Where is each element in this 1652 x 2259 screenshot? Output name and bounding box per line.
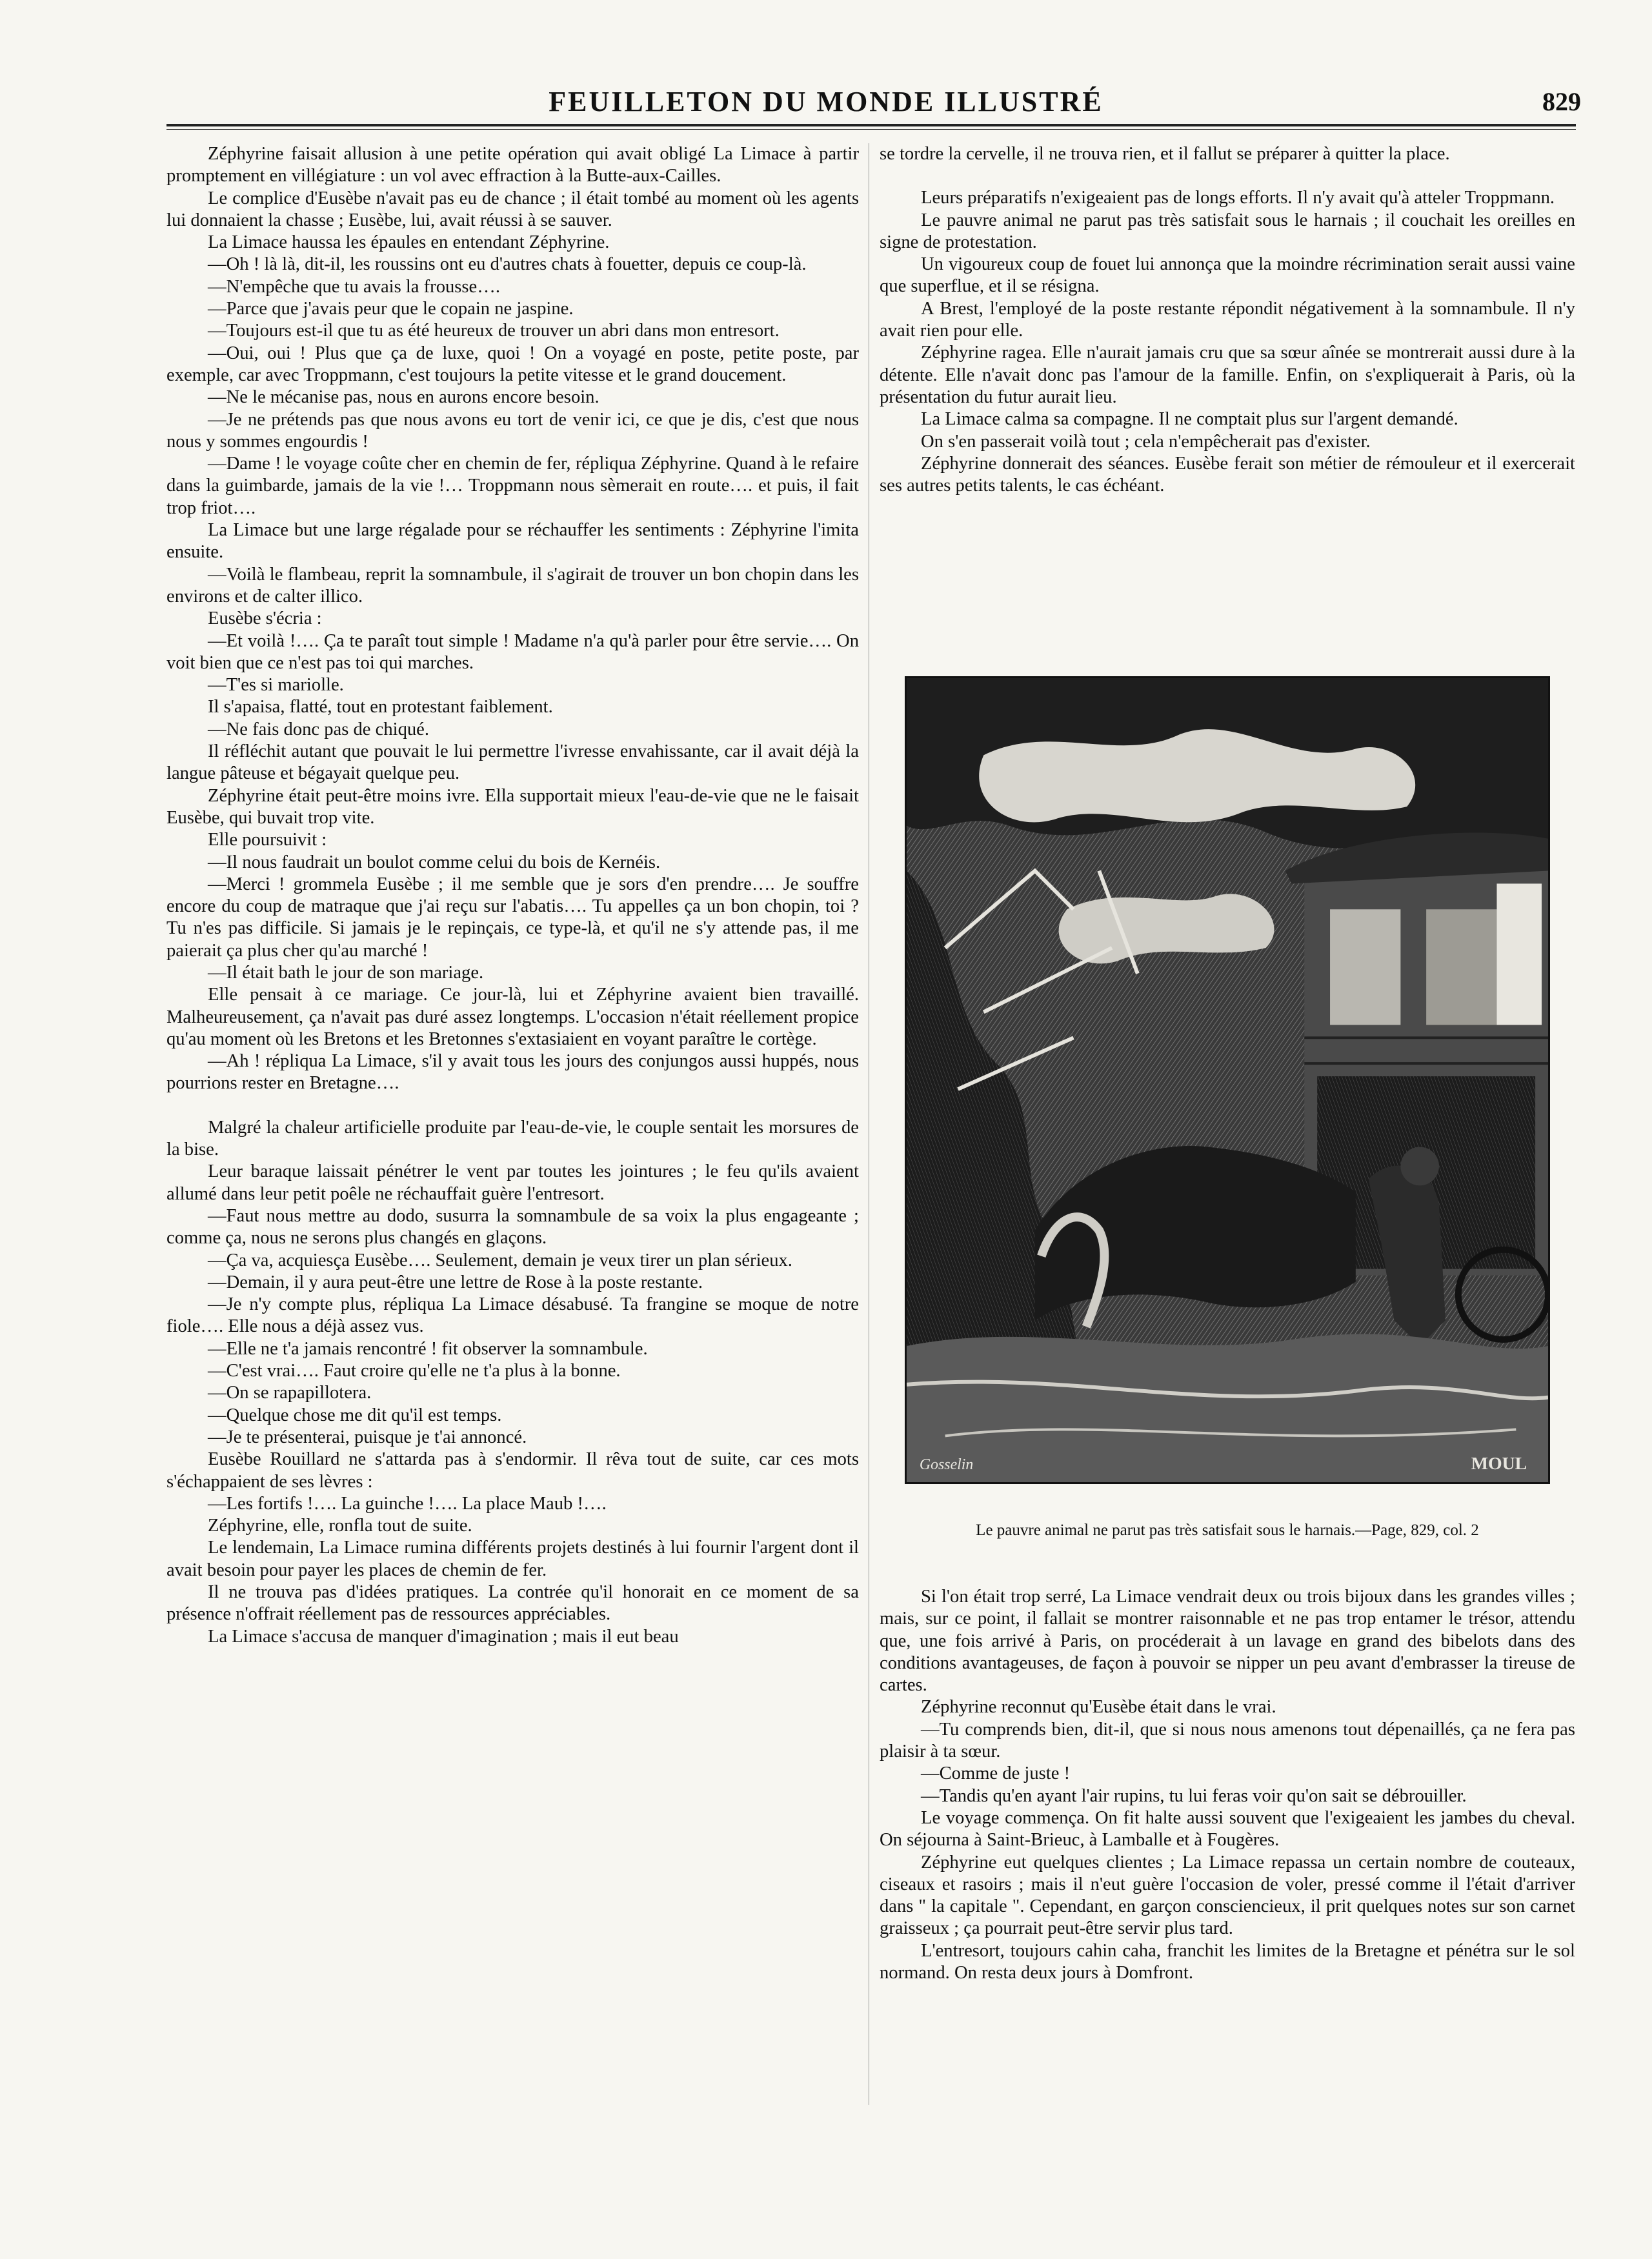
paragraph: —Dame ! le voyage coûte cher en chemin de fer, répliqua Zéphyrine. Quand à le refaire dans la guimbarde, jamais de la vie !… Troppmann nous sèmerait en route…. et puis, il fait trop friot…. [166,454,859,518]
paragraph: —Merci ! grommela Eusèbe ; il me semble que je sors d'en prendre…. Je souffre encore du coup de matraque que j'ai reçu sur l'abatis…. Tu appelles ça un bon chopin, toi ? Tu n'es pas difficile. Si jamais je le repinçais, ce type-là, et qu'il ne s'y attende pas, il me paierait ça plus cher qu'au marché ! [166,874,859,961]
page-header-title: FEUILLETON DU MONDE ILLUSTRÉ [549,86,1103,117]
right-column-top [880,143,1575,497]
paragraph: Le lendemain, La Limace rumina différents projets destinés à lui fournir l'argent dont il avait besoin pour payer les places de chemin de fer. [166,1538,859,1580]
paragraph: —Les fortifs !…. La guinche !…. La place Maub !…. [208,1493,607,1514]
paragraph: Le complice d'Eusèbe n'avait pas eu de chance ; il était tombé au moment où les agents lui donnaient la chasse ; Eusèbe, lui, avait réussi à se sauver. [166,188,859,230]
paragraph: —Je n'y compte plus, répliqua La Limace désabusé. Ta frangine se moque de notre fiole…. Elle nous a déjà assez vus. [166,1294,859,1337]
paragraph: —N'empêche que tu avais la frousse…. [208,276,500,297]
paragraph: Le voyage commença. On fit halte aussi souvent que l'exigeaient les jambes du cheval. On séjourna à Saint-Brieuc, à Lamballe et à Fougères. [880,1807,1575,1851]
illustration-signature-left: Gosselin [919,1456,974,1474]
paragraph: L'entresort, toujours cahin caha, franchit les limites de la Bretagne et pénétra sur le sol normand. On resta deux jours à Domfront. [880,1940,1575,1983]
paragraph: —Ça va, acquiesça Eusèbe…. Seulement, demain je veux tirer un plan sérieux. [208,1250,792,1270]
paragraph: On s'en passerait voilà tout ; cela n'empêcherait pas d'exister. [921,431,1371,452]
header-rule-thick [166,124,1576,126]
engraving-artwork [907,678,1548,1482]
paragraph: Si l'on était trop serré, La Limace vendrait deux ou trois bijoux dans les grandes villes ; mais, sur ce point, il fallait se montrer raisonnable et ne pas trop entamer le trésor, attendu que, une fois arrivé à Paris, on procéderait à un lavage en grand des bibelots dans des conditions avantageuses, de façon à pouvoir se nipper un peu avant d'embrasser la tireuse de cartes. [880,1587,1575,1696]
paragraph: —Comme de juste ! [921,1763,1071,1784]
paragraph: La Limace calma sa compagne. Il ne comptait plus sur l'argent demandé. [921,409,1458,430]
paragraph: —C'est vrai…. Faut croire qu'elle ne t'a plus à la bonne. [208,1361,621,1381]
paragraph: Zéphyrine était peut-être moins ivre. Ella supportait mieux l'eau-de-vie que ne le faisait Eusèbe, qui buvait trop vite. [166,785,859,828]
paragraph: —Il nous faudrait un boulot comme celui du bois de Kernéis. [208,852,661,872]
paragraph: Zéphyrine ragea. Elle n'aurait jamais cru que sa sœur aînée se montrerait aussi dure à la détente. Elle n'avait donc pas l'amour de la famille. Enfin, on s'expliquerait à Paris, où la présentation du futur aurait lieu. [880,343,1575,407]
paragraph: Un vigoureux coup de fouet lui annonça que la moindre récrimination serait aussi vaine que superflue, et il se résigna. [880,254,1575,297]
paragraph: Elle pensait à ce mariage. Ce jour-là, lui et Zéphyrine avaient bien travaillé. Malheureusement, ça n'avait pas duré assez longtemps. L'occasion n'était réellement propice qu'au moment où les Bretons et les Bretonnes s'extasiaient en voyant paraître le cortège. [166,985,859,1049]
paragraph: Zéphyrine eut quelques clientes ; La Limace repassa un certain nombre de couteaux, ciseaux et rasoirs ; mais il n'eut guère l'occasion de voler, pressé comme il l'était d'arriver dans " la capitale ". Cependant, en garçon consciencieux, il prit quelques notes sur son carnet graisseux ; ça pourrait peut-être servir plus tard. [880,1852,1575,1939]
paragraph: Zéphyrine donnerait des séances. Eusèbe ferait son métier de rémouleur et il exercerait ses autres petits talents, le cas échéant. [880,453,1575,496]
paragraph: —Parce que j'avais peur que le copain ne jaspine. [208,299,574,319]
paragraph: Il ne trouva pas d'idées pratiques. La contrée qu'il honorait en ce moment de sa présence n'offrait réellement pas de ressources appréciables. [166,1582,859,1625]
paragraph: —Ne fais donc pas de chiqué. [208,719,430,739]
paragraph: —Oh ! là là, dit-il, les roussins ont eu d'autres chats à fouetter, depuis ce coup-là. [208,254,807,275]
paragraph: La Limace haussa les épaules en entendant Zéphyrine. [208,232,610,253]
paragraph: Malgré la chaleur artificielle produite par l'eau-de-vie, le couple sentait les morsures de la bise. [166,1117,859,1160]
paragraph: Il réfléchit autant que pouvait le lui permettre l'ivresse envahissante, car il avait déjà la langue pâteuse et bégayait quelque peu. [166,741,859,784]
paragraph: —Quelque chose me dit qu'il est temps. [208,1405,502,1425]
paragraph: —Il était bath le jour de son mariage. [208,962,484,983]
paragraph: —Et voilà !…. Ça te paraît tout simple ! Madame n'a qu'à parler pour être servie…. On voit bien que ce n'est pas toi qui marches. [166,630,859,673]
paragraph: —Voilà le flambeau, reprit la somnambule, il s'agirait de trouver un bon chopin dans les environs et de calter illico. [166,564,859,607]
left-column [166,143,859,1648]
illustration-signature-right: MOUL [1471,1454,1527,1474]
paragraph: —Tandis qu'en ayant l'air rupins, tu lui feras voir qu'on sait se débrouiller. [921,1785,1467,1806]
paragraph: —On se rapapillotera. [208,1383,372,1403]
paragraph: —T'es si mariolle. [208,675,344,696]
paragraph: se tordre la cervelle, il ne trouva rien, et il fallut se préparer à quitter la place. [880,144,1450,164]
paragraph: Eusèbe s'écria : [208,608,322,629]
paragraph: La Limace but une large régalade pour se réchauffer les sentiments : Zéphyrine l'imita ensuite. [166,520,859,563]
paragraph: —Je te présenterai, puisque je t'ai annoncé. [208,1427,527,1447]
paragraph: —Faut nous mettre au dodo, susurra la somnambule de sa voix la plus engageante ; comme ça, nous ne serons plus changés en glaçons. [166,1205,859,1249]
paragraph: —Ah ! répliqua La Limace, s'il y avait tous les jours des conjungos aussi huppés, nous pourrions rester en Bretagne…. [166,1051,859,1094]
paragraph: Zéphyrine, elle, ronfla tout de suite. [208,1516,472,1536]
paragraph: —Tu comprends bien, dit-il, que si nous nous amenons tout dépenaillés, ça ne fera pas plaisir à ta sœur. [880,1719,1575,1762]
paragraph: La Limace s'accusa de manquer d'imagination ; mais il eut beau [208,1626,679,1647]
paragraph: Zéphyrine faisait allusion à une petite opération qui avait obligé La Limace à partir promptement en villégiature : un vol avec effraction à la Butte-aux-Cailles. [166,144,859,186]
right-column-bottom [880,1586,1575,1984]
page-number: 829 [1542,87,1581,116]
paragraph: —Elle ne t'a jamais rencontré ! fit observer la somnambule. [208,1338,648,1359]
paragraph: —Toujours est-il que tu as été heureux de trouver un abri dans mon entresort. [208,321,780,341]
paragraph: Le pauvre animal ne parut pas très satisfait sous le harnais ; il couchait les oreilles en signe de protestation. [880,210,1575,252]
paragraph: Leurs préparatifs n'exigeaient pas de longs efforts. Il n'y avait qu'à atteler Troppmann. [921,188,1555,208]
paragraph: Leur baraque laissait pénétrer le vent par toutes les jointures ; le feu qu'ils avaient allumé dans leur petit poêle ne réchauffait guère l'entresort. [166,1161,859,1204]
paragraph: —Oui, oui ! Plus que ça de luxe, quoi ! On a voyagé en poste, petite poste, par exemple, car avec Troppmann, c'est toujours la petite vitesse et le grand doucement. [166,343,859,385]
paragraph: Zéphyrine reconnut qu'Eusèbe était dans le vrai. [921,1697,1276,1718]
header-rule-thin [166,129,1576,130]
paragraph: Eusèbe Rouillard ne s'attarda pas à s'endormir. Il rêva tout de suite, car ces mots s'échappaient de ses lèvres : [166,1449,859,1492]
paragraph: Il s'apaisa, flatté, tout en protestant faiblement. [208,697,553,718]
illustration-caption: Le pauvre animal ne parut pas très satisfait sous le harnais.—Page, 829, col. 2 [976,1521,1479,1539]
paragraph: Elle poursuivit : [208,830,327,850]
paragraph: —Je ne prétends pas que nous avons eu tort de venir ici, ce que je dis, c'est que nous nous y sommes engourdis ! [166,409,859,452]
paragraph: —Demain, il y aura peut-être une lettre de Rose à la poste restante. [208,1272,703,1292]
paragraph: —Ne le mécanise pas, nous en aurons encore besoin. [208,387,599,408]
paragraph: A Brest, l'employé de la poste restante répondit négativement à la somnambule. Il n'y avait rien pour elle. [880,298,1575,341]
engraving-illustration [905,676,1550,1484]
